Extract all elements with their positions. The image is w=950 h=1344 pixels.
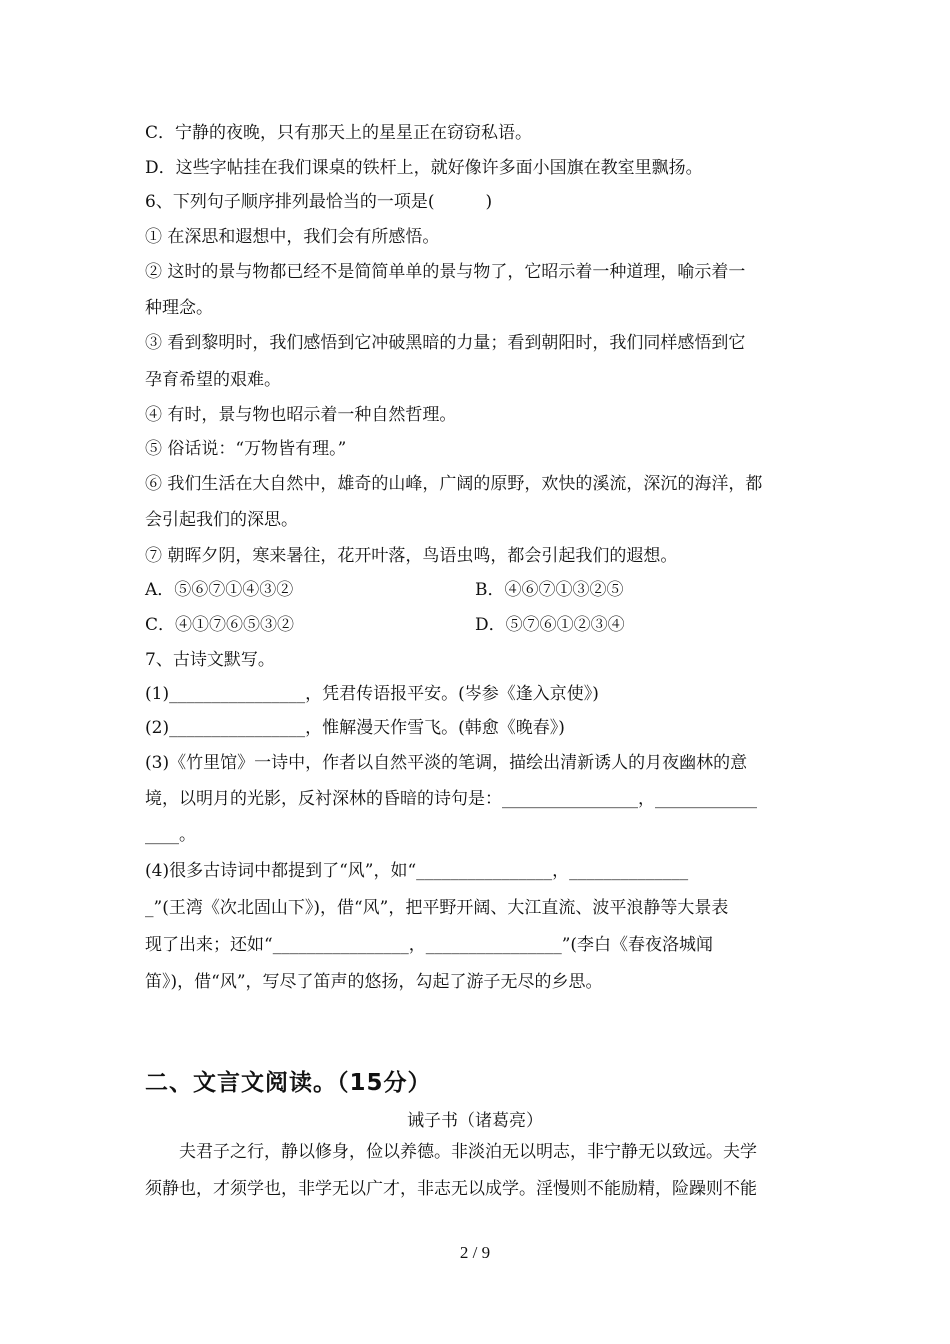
q7-part-4: (4)很多古诗词中都提到了“风”，如“________________，______________: [145, 861, 689, 881]
section-2-title: 二、文言文阅读。（15分）: [145, 1070, 432, 1096]
q6-sentence-7: ⑦ 朝晖夕阴，寒来暑往，花开叶落，鸟语虫鸣，都会引起我们的遐想。: [145, 546, 678, 566]
q6-sentence-6: ⑥ 我们生活在大自然中，雄奇的山峰，广阔的原野，欢快的溪流，深沉的海洋，都: [145, 474, 763, 494]
q6-sentence-5: ⑤ 俗话说：“万物皆有理。”: [145, 439, 347, 459]
q7-part-3: (3)《竹里馆》一诗中，作者以自然平淡的笔调，描绘出清新诱人的月夜幽林的意: [145, 753, 748, 773]
q7-part-4-cont: _”(王湾《次北固山下》)，借“风”，把平野开阔、大江直流、波平浪静等大景表: [145, 898, 729, 918]
q5-option-d: D．这些字帖挂在我们课桌的铁杆上，就好像许多面小国旗在教室里飘扬。: [145, 158, 703, 178]
q6-sentence-1: ① 在深思和遐想中，我们会有所感悟。: [145, 227, 440, 247]
q7-part-4-cont-2: 现了出来；还如“________________，________________”(李白《春夜洛城闻: [145, 935, 714, 955]
poem-title: 诫子书（诸葛亮）: [407, 1111, 543, 1131]
q6-option-d: D．⑤⑦⑥①②③④: [475, 615, 625, 635]
q7-part-4-end: 笛》)，借“风”，写尽了笛声的悠扬，勾起了游子无尽的乡思。: [145, 972, 603, 992]
q7-part-1: (1)________________，凭君传语报平安。(岑参《逢入京使》): [145, 684, 599, 704]
q7-stem: 7、古诗文默写。: [145, 650, 275, 670]
q6-sentence-4: ④ 有时，景与物也昭示着一种自然哲理。: [145, 405, 457, 425]
q6-sentence-3: ③ 看到黎明时，我们感悟到它冲破黑暗的力量；看到朝阳时，我们同样感悟到它: [145, 333, 746, 353]
passage-line-1: 夫君子之行，静以修身，俭以养德。非淡泊无以明志，非宁静无以致远。夫学: [145, 1142, 757, 1162]
q5-option-c: C．宁静的夜晚，只有那天上的星星正在窃窃私语。: [145, 123, 533, 143]
q7-part-2: (2)________________，惟解漫天作雪飞。(韩愈《晚春》): [145, 718, 565, 738]
q6-sentence-3-cont: 孕育希望的艰难。: [145, 370, 281, 390]
q6-sentence-2: ② 这时的景与物都已经不是简简单单的景与物了，它昭示着一种道理，喻示着一: [145, 262, 746, 282]
q7-part-3-cont: 境，以明月的光影，反衬深林的昏暗的诗句是：________________，____________: [145, 789, 757, 809]
q6-option-a: A．⑤⑥⑦①④③②: [145, 580, 294, 600]
q6-option-b: B．④⑥⑦①③②⑤: [475, 580, 624, 600]
passage-line-2: 须静也，才须学也，非学无以广才，非志无以成学。淫慢则不能励精，险躁则不能: [145, 1179, 757, 1199]
q6-option-c: C．④①⑦⑥⑤③②: [145, 615, 295, 635]
q7-part-3-end: ____。: [145, 825, 196, 845]
page-number: 2 / 9: [459, 1243, 491, 1262]
q6-sentence-2-cont: 种理念。: [145, 298, 213, 318]
q6-stem: 6、下列句子顺序排列最恰当的一项是( ): [145, 192, 493, 212]
q6-sentence-6-cont: 会引起我们的深思。: [145, 510, 298, 530]
